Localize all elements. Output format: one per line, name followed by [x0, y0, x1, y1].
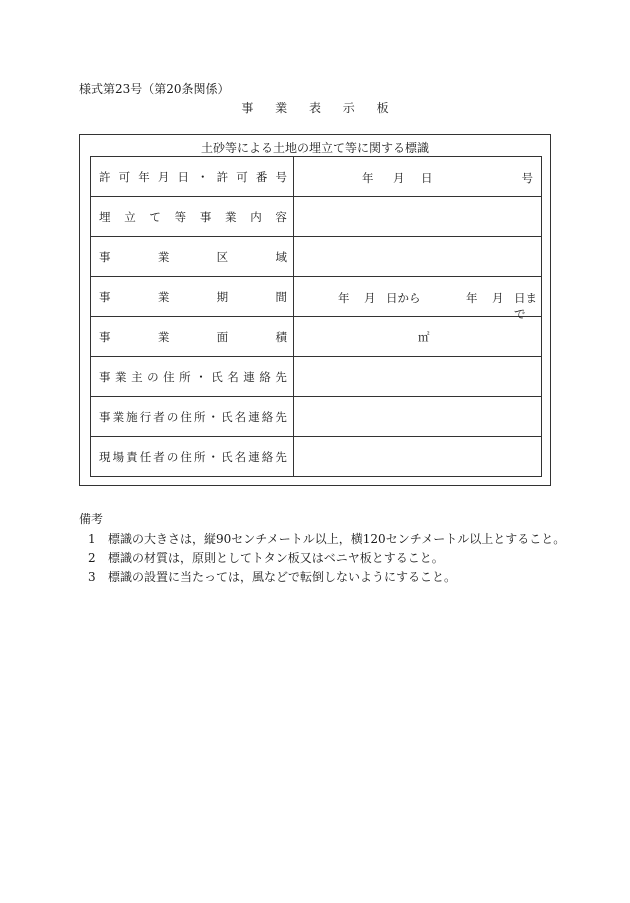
period-from-day: 日から — [386, 291, 421, 305]
label-char: 名 — [234, 449, 247, 464]
note-text: 標識の大きさは，縦90センチメートル以上，横120センチメートル以上とすること。 — [108, 532, 566, 546]
contractor-value-cell — [294, 397, 542, 437]
label-char: 事 — [99, 409, 111, 424]
table-row — [91, 197, 542, 237]
table-row — [91, 437, 542, 477]
permit-month: 月 — [393, 171, 405, 185]
label-char: 区 — [216, 249, 229, 264]
label-char: 住 — [180, 409, 192, 424]
label-char: 場 — [112, 449, 125, 464]
row-label-text — [99, 369, 287, 385]
label-char: ・ — [195, 369, 207, 384]
label-char: 氏 — [221, 409, 233, 424]
row-label — [91, 437, 294, 477]
label-char: 事 — [99, 289, 111, 304]
label-char: 立 — [124, 209, 136, 224]
permit-number-suffix: 号 — [521, 171, 533, 185]
label-char: て — [149, 209, 161, 224]
period-to-year: 年 — [466, 291, 478, 305]
permit-value-cell — [294, 157, 542, 197]
label-char: 氏 — [211, 369, 223, 384]
label-char: ・ — [207, 409, 219, 424]
note-text: 標識の設置に当たっては，風などで転倒しないようにすること。 — [108, 570, 457, 584]
owner-value-cell — [294, 357, 542, 397]
label-char: 者 — [153, 409, 165, 424]
label-char: 容 — [275, 209, 287, 224]
row-label — [91, 397, 294, 437]
label-char: の — [147, 369, 159, 384]
label-char: 日 — [177, 169, 189, 184]
area-zone-value-cell — [294, 237, 542, 277]
label-char: 連 — [243, 369, 255, 384]
label-char: 責 — [126, 449, 138, 464]
label-char: 事 — [99, 369, 111, 384]
notes-title: 備考 — [79, 512, 104, 526]
label-char: 任 — [139, 449, 152, 464]
label-char: 域 — [275, 249, 287, 264]
label-char: 先 — [275, 369, 287, 384]
table-row — [91, 237, 542, 277]
label-char: 絡 — [259, 369, 271, 384]
area-value-cell — [294, 317, 542, 357]
label-char: 可 — [118, 169, 131, 184]
period-value-cell — [294, 277, 542, 321]
label-char: 絡 — [261, 449, 274, 464]
label-char: 先 — [275, 409, 287, 424]
label-char: 事 — [199, 209, 212, 224]
label-char: 月 — [157, 169, 170, 184]
label-char: 所 — [179, 369, 191, 384]
label-char: 業 — [112, 409, 125, 424]
row-label-text — [99, 289, 287, 305]
label-char: 所 — [193, 409, 206, 424]
label-char: 内 — [250, 209, 262, 224]
note-number: 1 — [88, 532, 96, 546]
sign-frame — [79, 134, 551, 486]
row-label-text — [99, 209, 287, 225]
table-row — [91, 157, 542, 197]
table-row — [91, 277, 542, 317]
label-char: 業 — [157, 329, 170, 344]
label-char: 業 — [225, 209, 237, 224]
label-char: 業 — [157, 249, 170, 264]
label-char: 事 — [99, 329, 111, 344]
table-row — [91, 397, 542, 437]
label-char: 業 — [115, 369, 127, 384]
permit-year: 年 — [362, 171, 374, 185]
form-number: 様式第23号（第20条関係） — [79, 82, 230, 96]
table-row — [91, 357, 542, 397]
note-item — [88, 530, 565, 547]
label-char: 行 — [139, 409, 152, 424]
label-char: 施 — [126, 409, 138, 424]
period-from-year: 年 — [338, 291, 350, 305]
row-label-text — [99, 449, 287, 465]
label-char: 面 — [216, 329, 229, 344]
note-item — [88, 568, 456, 585]
row-label — [91, 357, 294, 397]
label-char: 許 — [216, 169, 229, 184]
label-char: 氏 — [221, 449, 233, 464]
label-char: 間 — [275, 289, 287, 304]
label-char: 事 — [99, 249, 111, 264]
label-char: 現 — [99, 449, 111, 464]
label-char: 可 — [236, 169, 248, 184]
label-char: 者 — [153, 449, 165, 464]
label-char: の — [166, 409, 179, 424]
period-from-month: 月 — [364, 291, 376, 305]
label-char: ・ — [197, 169, 209, 184]
label-char: 年 — [138, 169, 150, 184]
note-number: 3 — [88, 570, 96, 584]
label-char: 等 — [174, 209, 187, 224]
label-char: 号 — [275, 169, 287, 184]
label-char: 住 — [180, 449, 192, 464]
label-char: 許 — [99, 169, 111, 184]
sign-table — [90, 156, 542, 477]
row-label — [91, 277, 294, 317]
row-label-text — [99, 329, 287, 345]
label-char: 連 — [248, 449, 260, 464]
label-char: 積 — [275, 329, 287, 344]
note-item — [88, 549, 444, 566]
row-label-text — [99, 249, 287, 265]
label-char: 所 — [193, 449, 206, 464]
label-char: 番 — [255, 169, 268, 184]
permit-day: 日 — [421, 171, 433, 185]
label-char: 先 — [275, 449, 287, 464]
label-char: 住 — [163, 369, 175, 384]
row-label-text — [99, 169, 287, 185]
label-char: 名 — [227, 369, 239, 384]
sign-caption: 土砂等による土地の埋立て等に関する標識 — [200, 141, 429, 155]
label-char: 主 — [131, 369, 143, 384]
label-char: 絡 — [261, 409, 274, 424]
label-char: の — [166, 449, 179, 464]
area-unit: ㎡ — [418, 330, 430, 344]
label-char: 連 — [248, 409, 260, 424]
content-value-cell — [294, 197, 542, 237]
row-label — [91, 237, 294, 277]
table-row — [91, 317, 542, 357]
label-char: 期 — [216, 289, 229, 304]
period-to-day: 日まで — [514, 291, 537, 321]
note-number: 2 — [88, 551, 96, 565]
label-char: ・ — [207, 449, 219, 464]
row-label — [91, 317, 294, 357]
label-char: 名 — [234, 409, 247, 424]
site-manager-value-cell — [294, 437, 542, 477]
document-title: 事 業 表 示 板 — [241, 101, 398, 115]
row-label-text — [99, 409, 287, 425]
row-label — [91, 197, 294, 237]
label-char: 業 — [157, 289, 170, 304]
period-to-month: 月 — [492, 291, 504, 305]
row-label — [91, 157, 294, 197]
note-text: 標識の材質は，原則としてトタン板又はベニヤ板とすること。 — [108, 551, 444, 565]
label-char: 埋 — [99, 209, 111, 224]
